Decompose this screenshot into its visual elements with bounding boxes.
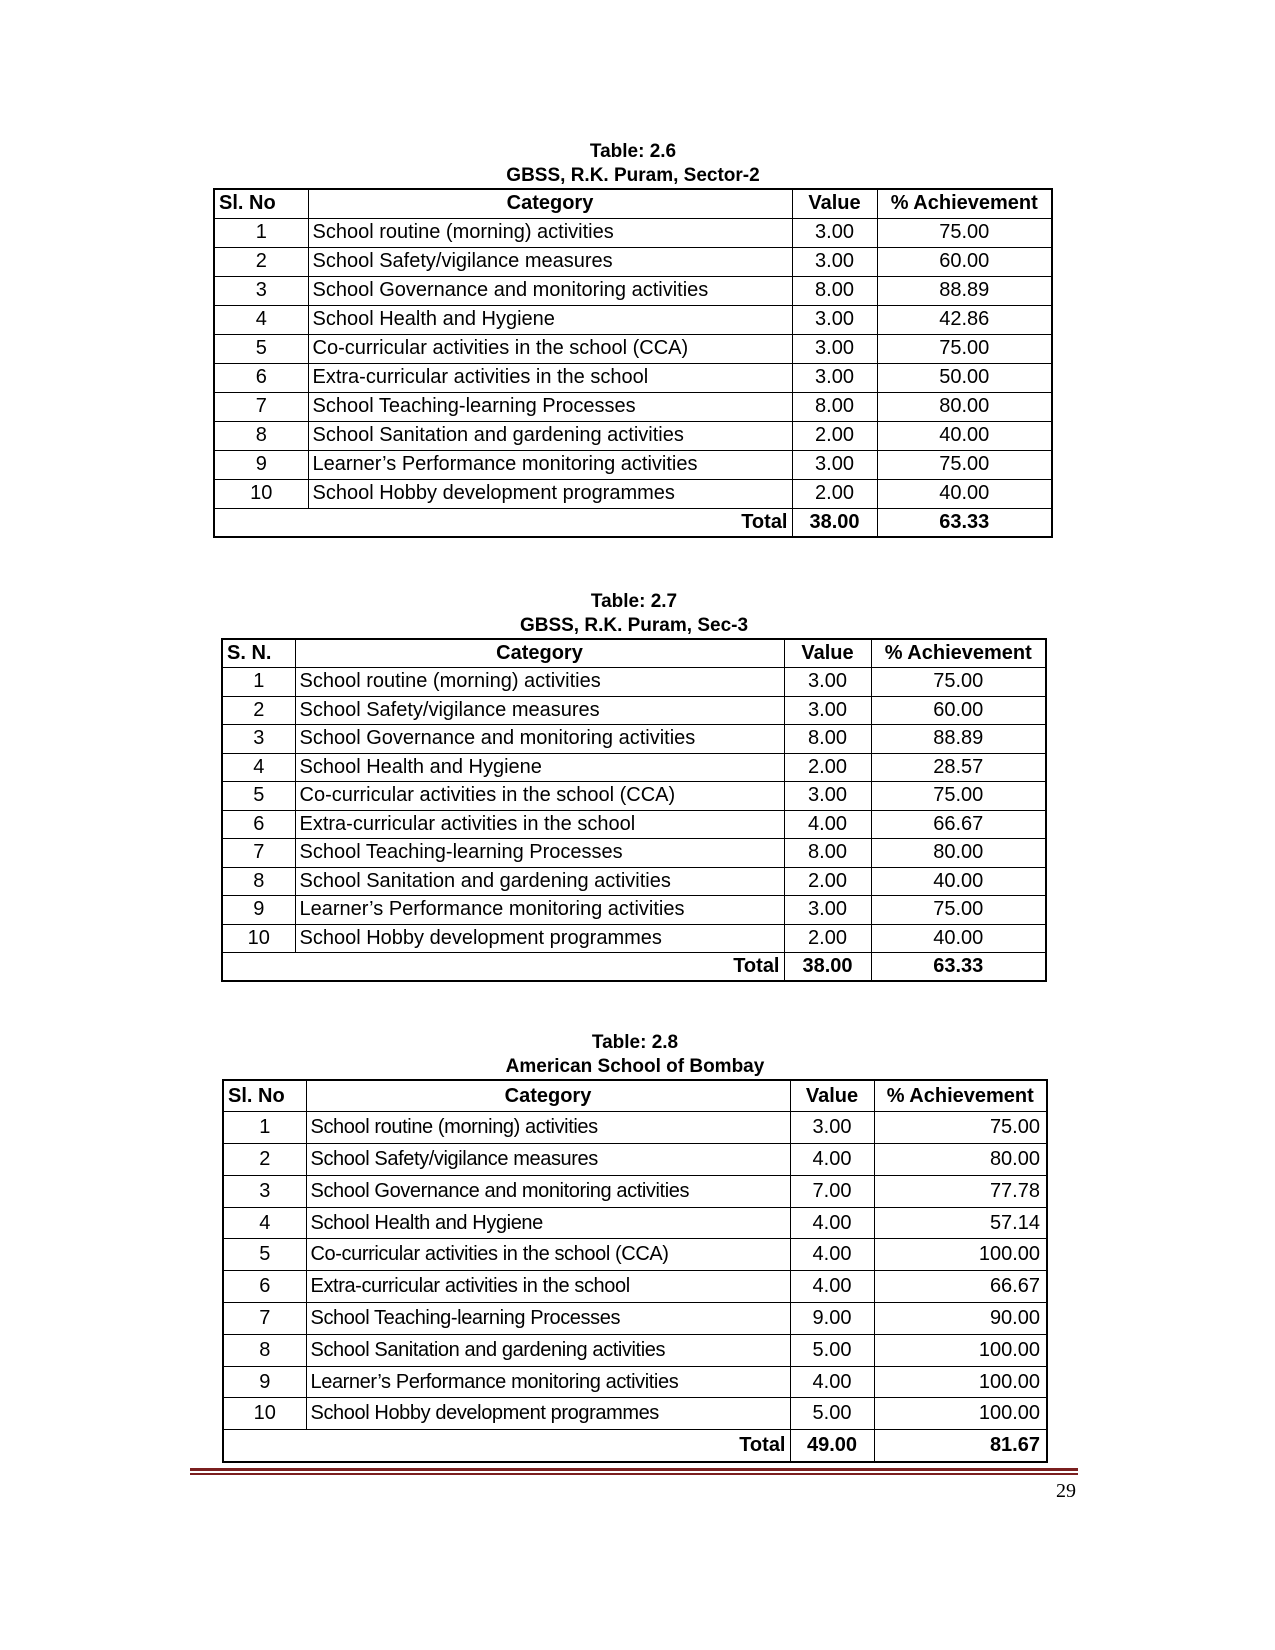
row-category: School routine (morning) activities [306,1112,790,1144]
row-value: 3.00 [792,218,877,247]
row-number: 2 [214,247,308,276]
row-achievement: 75.00 [877,450,1052,479]
table-row [223,1334,1047,1366]
row-value: 9.00 [790,1303,874,1335]
row-category: School Hobby development programmes [308,479,792,508]
table-row [222,696,1046,725]
row-number: 3 [214,276,308,305]
row-category: School Hobby development programmes [306,1398,790,1430]
row-number: 1 [222,668,295,697]
header-value: Value [790,1080,874,1112]
row-value: 2.00 [784,867,871,896]
row-category: Learner’s Performance monitoring activities [308,450,792,479]
row-achievement: 50.00 [877,363,1052,392]
row-achievement: 75.00 [877,334,1052,363]
row-achievement: 42.86 [877,305,1052,334]
row-achievement: 88.89 [877,276,1052,305]
total-achievement: 63.33 [871,953,1046,982]
row-achievement: 100.00 [874,1398,1047,1430]
row-category: School Hobby development programmes [295,924,784,953]
row-achievement: 75.00 [874,1112,1047,1144]
row-number: 10 [223,1398,306,1430]
header-value: Value [784,639,871,668]
row-value: 8.00 [792,276,877,305]
row-achievement: 75.00 [871,896,1046,925]
row-number: 7 [214,392,308,421]
row-number: 6 [214,363,308,392]
row-category: School Governance and monitoring activities [308,276,792,305]
row-number: 8 [222,867,295,896]
row-number: 8 [223,1334,306,1366]
row-number: 4 [214,305,308,334]
row-category: Co-curricular activities in the school (CCA) [306,1239,790,1271]
row-value: 4.00 [790,1239,874,1271]
row-category: School Health and Hygiene [306,1207,790,1239]
row-category: School Safety/vigilance measures [295,696,784,725]
table-2-7 [221,638,1047,982]
table-row [222,782,1046,811]
row-category: Co-curricular activities in the school (CCA) [295,782,784,811]
table-row [222,896,1046,925]
table-header-row [223,1080,1047,1112]
row-value: 3.00 [784,896,871,925]
row-achievement: 60.00 [877,247,1052,276]
table-header-row [222,639,1046,668]
row-category: School Governance and monitoring activities [295,725,784,754]
row-value: 3.00 [784,696,871,725]
row-achievement: 40.00 [871,867,1046,896]
header-category: Category [308,189,792,218]
total-value: 38.00 [784,953,871,982]
row-value: 4.00 [790,1366,874,1398]
table-row [214,218,1052,247]
row-category: School Governance and monitoring activities [306,1175,790,1207]
row-value: 7.00 [790,1175,874,1207]
row-achievement: 77.78 [874,1175,1047,1207]
row-value: 3.00 [792,334,877,363]
table-2-7-block [221,590,1047,982]
table-row [214,276,1052,305]
page-number: 29 [1056,1480,1076,1502]
row-value: 2.00 [784,924,871,953]
row-category: Learner’s Performance monitoring activities [306,1366,790,1398]
table-caption-number: Table: 2.8 [591,1032,679,1053]
total-value: 38.00 [792,508,877,537]
row-category: Extra-curricular activities in the school [306,1271,790,1303]
table-2-8-block [222,1031,1048,1463]
total-row [222,953,1046,982]
table-row [223,1175,1047,1207]
row-value: 2.00 [792,421,877,450]
row-category: School Sanitation and gardening activities [295,867,784,896]
row-value: 3.00 [792,363,877,392]
total-label: Total [222,953,784,982]
header-achievement: % Achievement [877,189,1052,218]
row-value: 8.00 [792,392,877,421]
row-achievement: 80.00 [871,839,1046,868]
row-category: School Sanitation and gardening activities [306,1334,790,1366]
row-number: 7 [223,1303,306,1335]
header-achievement: % Achievement [874,1080,1047,1112]
row-achievement: 100.00 [874,1334,1047,1366]
row-number: 2 [222,696,295,725]
row-achievement: 40.00 [877,479,1052,508]
table-row [214,392,1052,421]
row-category: School Sanitation and gardening activities [308,421,792,450]
row-achievement: 60.00 [871,696,1046,725]
row-value: 3.00 [784,782,871,811]
table-row [222,753,1046,782]
row-number: 10 [222,924,295,953]
row-value: 3.00 [792,450,877,479]
row-category: Extra-curricular activities in the school [295,810,784,839]
total-achievement: 63.33 [877,508,1052,537]
row-achievement: 57.14 [874,1207,1047,1239]
row-category: School Teaching-learning Processes [295,839,784,868]
table-row [214,247,1052,276]
table-2-6 [213,188,1053,538]
row-achievement: 75.00 [871,782,1046,811]
row-value: 4.00 [790,1207,874,1239]
table-caption-number: Table: 2.7 [590,591,678,612]
row-achievement: 100.00 [874,1239,1047,1271]
row-achievement: 80.00 [877,392,1052,421]
table-row [222,839,1046,868]
table-row [223,1303,1047,1335]
row-number: 2 [223,1144,306,1176]
table-row [223,1239,1047,1271]
table-row [223,1112,1047,1144]
footer-rule [190,1468,1078,1471]
row-number: 5 [223,1239,306,1271]
row-value: 8.00 [784,839,871,868]
table-row [222,867,1046,896]
table-row [214,334,1052,363]
row-achievement: 75.00 [877,218,1052,247]
table-2-6-block [213,140,1053,538]
row-number: 5 [222,782,295,811]
row-value: 2.00 [784,753,871,782]
row-category: Extra-curricular activities in the school [308,363,792,392]
row-number: 8 [214,421,308,450]
total-row [223,1430,1047,1462]
row-achievement: 66.67 [871,810,1046,839]
row-number: 9 [223,1366,306,1398]
table-row [223,1207,1047,1239]
header-sl-no: S. N. [222,639,295,668]
row-value: 4.00 [790,1144,874,1176]
row-number: 5 [214,334,308,363]
row-number: 4 [222,753,295,782]
row-value: 3.00 [792,305,877,334]
table-row [214,479,1052,508]
table-row [214,421,1052,450]
table-row [222,725,1046,754]
footer-rule-thin [190,1473,1078,1475]
table-row [214,450,1052,479]
total-achievement: 81.67 [874,1430,1047,1462]
row-number: 1 [214,218,308,247]
row-category: School routine (morning) activities [308,218,792,247]
row-achievement: 28.57 [871,753,1046,782]
table-row [222,924,1046,953]
header-achievement: % Achievement [871,639,1046,668]
row-number: 3 [222,725,295,754]
row-number: 6 [222,810,295,839]
total-value: 49.00 [790,1430,874,1462]
table-caption-school: GBSS, R.K. Puram, Sec-3 [519,615,749,636]
row-value: 4.00 [784,810,871,839]
row-number: 10 [214,479,308,508]
table-row [223,1271,1047,1303]
total-row [214,508,1052,537]
table-row [214,363,1052,392]
total-label: Total [214,508,792,537]
row-category: School Health and Hygiene [295,753,784,782]
header-category: Category [306,1080,790,1112]
row-number: 4 [223,1207,306,1239]
table-row [223,1144,1047,1176]
row-achievement: 90.00 [874,1303,1047,1335]
row-value: 8.00 [784,725,871,754]
row-achievement: 40.00 [871,924,1046,953]
row-number: 3 [223,1175,306,1207]
table-row [222,668,1046,697]
row-achievement: 40.00 [877,421,1052,450]
total-label: Total [223,1430,790,1462]
row-number: 7 [222,839,295,868]
table-caption-number: Table: 2.6 [589,141,677,162]
row-number: 1 [223,1112,306,1144]
row-number: 9 [214,450,308,479]
table-caption-school: GBSS, R.K. Puram, Sector-2 [506,165,760,186]
row-category: School Teaching-learning Processes [308,392,792,421]
header-category: Category [295,639,784,668]
header-sl-no: Sl. No [223,1080,306,1112]
row-category: School Safety/vigilance measures [306,1144,790,1176]
table-row [223,1366,1047,1398]
row-achievement: 80.00 [874,1144,1047,1176]
table-row [222,810,1046,839]
row-value: 4.00 [790,1271,874,1303]
row-category: School Safety/vigilance measures [308,247,792,276]
row-value: 5.00 [790,1334,874,1366]
row-achievement: 88.89 [871,725,1046,754]
row-achievement: 66.67 [874,1271,1047,1303]
header-value: Value [792,189,877,218]
row-category: Learner’s Performance monitoring activities [295,896,784,925]
row-value: 3.00 [790,1112,874,1144]
row-category: School Teaching-learning Processes [306,1303,790,1335]
row-number: 9 [222,896,295,925]
row-value: 3.00 [792,247,877,276]
row-number: 6 [223,1271,306,1303]
header-sl-no: Sl. No [214,189,308,218]
row-achievement: 75.00 [871,668,1046,697]
row-category: School routine (morning) activities [295,668,784,697]
table-caption-school: American School of Bombay [505,1056,765,1077]
row-value: 3.00 [784,668,871,697]
row-category: School Health and Hygiene [308,305,792,334]
row-value: 2.00 [792,479,877,508]
table-row [214,305,1052,334]
row-achievement: 100.00 [874,1366,1047,1398]
row-category: Co-curricular activities in the school (CCA) [308,334,792,363]
table-header-row [214,189,1052,218]
table-row [223,1398,1047,1430]
row-value: 5.00 [790,1398,874,1430]
table-2-8 [222,1079,1048,1463]
